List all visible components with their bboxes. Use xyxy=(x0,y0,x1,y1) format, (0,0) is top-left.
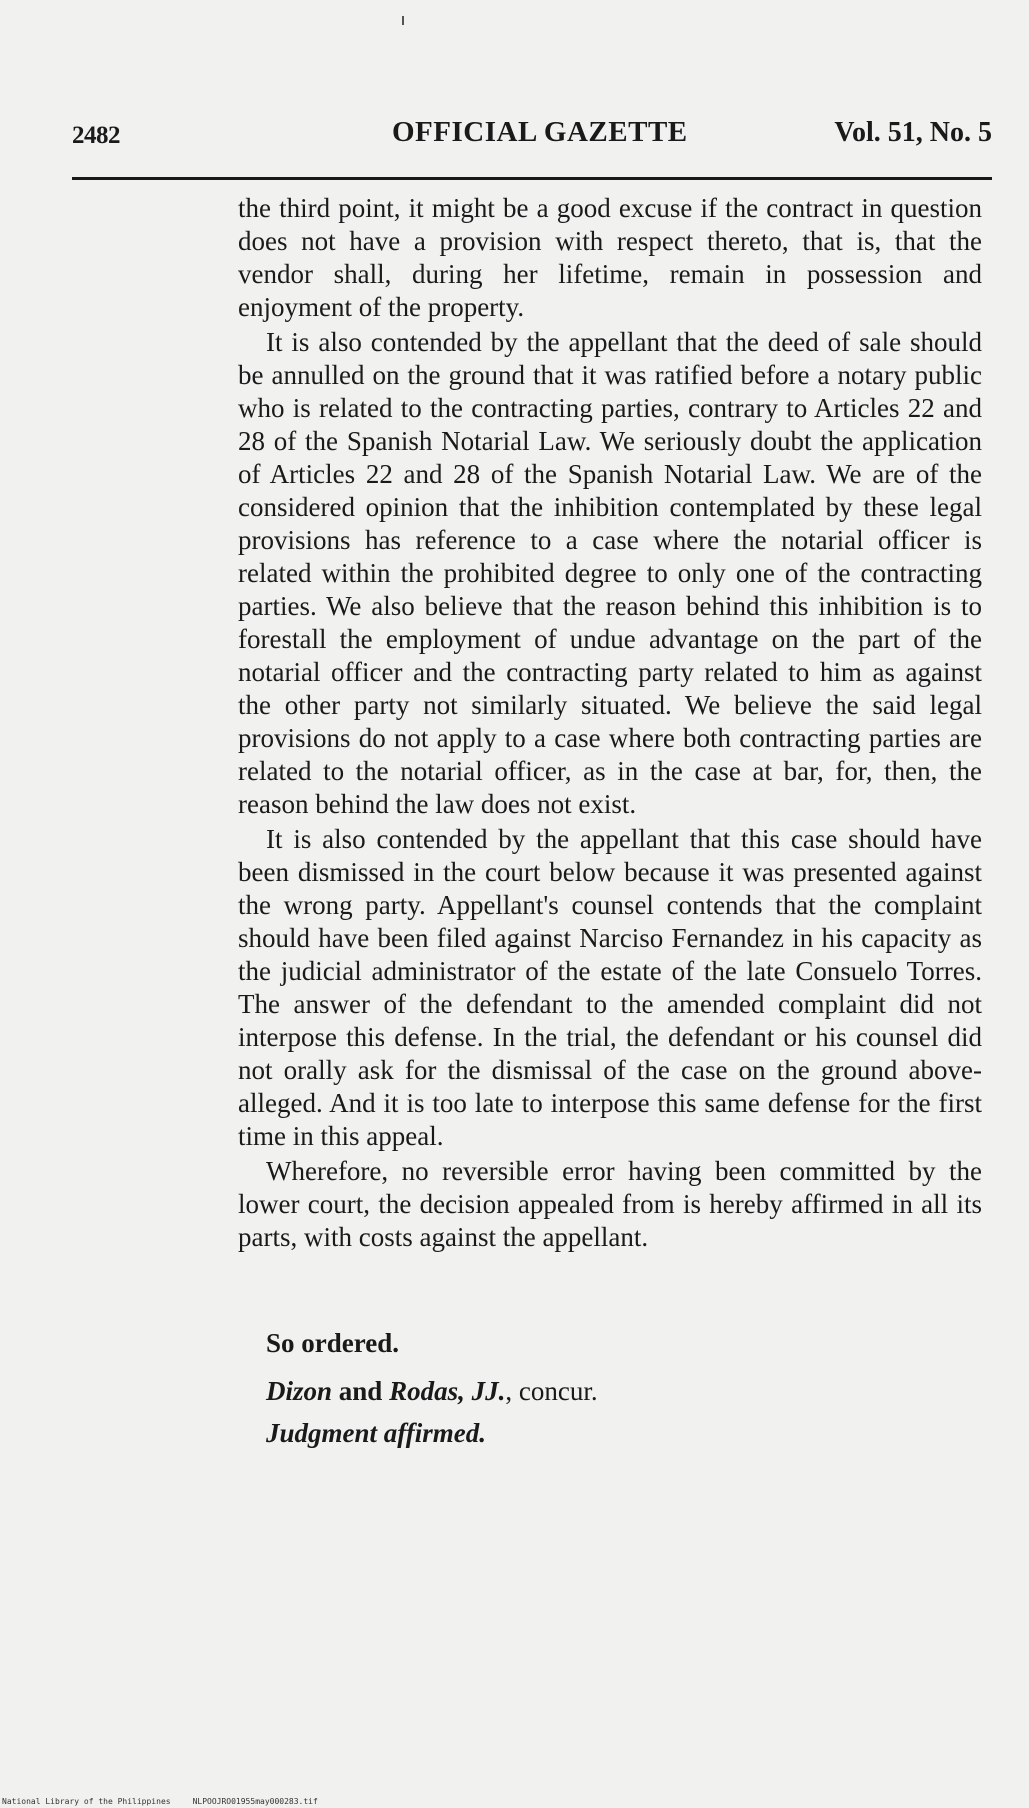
publication-title: OFFICIAL GAZETTE xyxy=(392,116,688,148)
justice-name: Dizon xyxy=(266,1376,333,1406)
page-number: 2482 xyxy=(72,122,120,149)
scan-footer xyxy=(2,1797,318,1806)
concurrence-connector: and xyxy=(338,1376,383,1406)
paragraph-notarial-law: It is also contended by the appellant that the deed of sale should be annulled on the ground that it was ratified before a notary public who is related to the contracting parties, contrary to Articles 22 and 28 of the Spanish Notarial Law. We seriously doubt the application of Articles 22 and 28 of the Spanish Notarial Law. We are of the considered opinion that the inhibition contemplated by these legal provisions has reference to a case where the notarial officer is related within the prohibited degree to only one of the contracting parties. We also believe that the reason behind this inhibition is to forestall the employment of undue advantage on the part of the notarial officer and the contracting party related to him as against the other party not similarly situated. We believe the said legal provisions do not apply to a case where both contracting parties are related to the notarial officer, as in the case at bar, for, then, the reason behind the law does not exist. xyxy=(238,327,982,819)
paragraph-wherefore: Wherefore, no reversible error having been committed by the lower court, the decision appealed from is hereby affirmed in all its parts, with costs against the appellant. xyxy=(238,1156,982,1252)
page-header xyxy=(72,112,992,156)
scan-speck xyxy=(402,16,404,25)
header-rule xyxy=(72,177,992,180)
concurrence-text: , concur. xyxy=(505,1376,598,1406)
paragraph-continuation: the third point, it might be a good excuse if the contract in question does not have a provision with respect thereto, that is, that the vendor shall, during her lifetime, remain in possession and enjoyment of the property. xyxy=(238,193,982,322)
concurrence-line xyxy=(266,1376,598,1407)
judgment-line: Judgment affirmed. xyxy=(266,1418,487,1448)
decision-body xyxy=(238,192,982,1254)
justice-name-2: Rodas, JJ. xyxy=(389,1376,506,1406)
volume-number: Vol. 51, No. 5 xyxy=(834,117,992,148)
footer-library: National Library of the Philippines xyxy=(2,1797,171,1806)
paragraph-wrong-party: It is also contended by the appellant that this case should have been dismissed in the court below because it was presented against the wrong party. Appellant's counsel contends that the complaint should have been filed against Narciso Fernandez in his capacity as the judicial administrator of the estate of the late Consuelo Torres. The answer of the defendant to the amended complaint did not interpose this defense. In the trial, the defendant or his counsel did not orally ask for the dismissal of the case on the ground above-alleged. And it is too late to interpose this same defense for the first time in this appeal. xyxy=(238,824,982,1151)
footer-file: NLPOOJRO01955may000283.tif xyxy=(192,1797,318,1806)
so-ordered: So ordered. xyxy=(266,1328,399,1358)
